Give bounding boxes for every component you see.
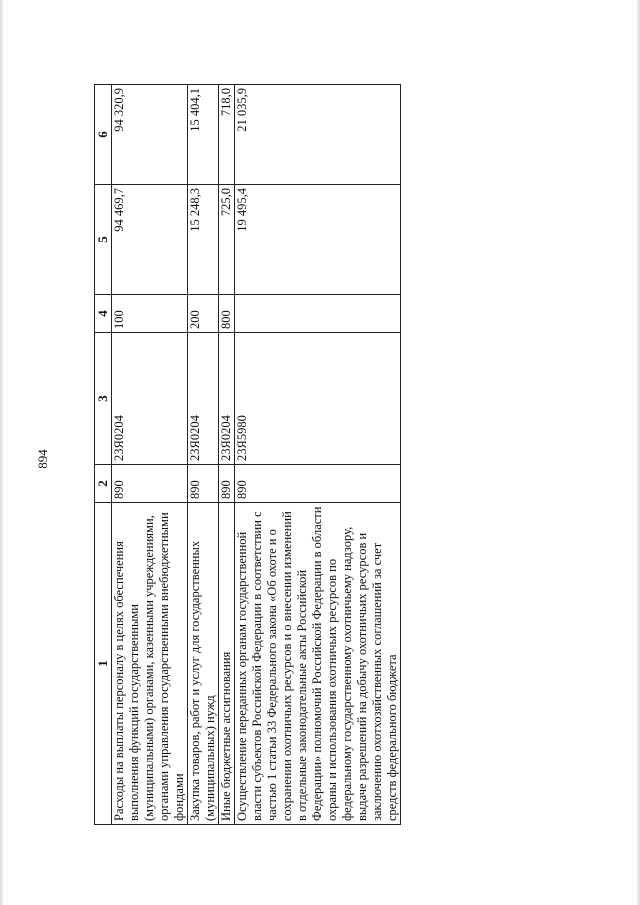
row-name: Иные бюджетные ассигнования [219, 503, 235, 825]
row-code-target: 23Я0204 [112, 333, 188, 465]
row-code-type [235, 295, 401, 333]
row-code-type: 200 [188, 295, 219, 333]
row-code-type: 100 [112, 295, 188, 333]
row-value-5: 19 495,4 [235, 185, 401, 295]
row-value-6: 15 404,1 [188, 85, 219, 185]
row-code-ministry: 890 [219, 465, 235, 503]
row-name: Расходы на выплаты персоналу в целях обеспечения выполнения функций государственными (муниципальными) органами, казенными учреждениями, органами управления государственными внебюджетными фондами [112, 503, 188, 825]
row-name: Закупка товаров, работ и услуг для государственных (муниципальных) нужд [188, 503, 219, 825]
row-value-5: 725,0 [219, 185, 235, 295]
table-row [112, 85, 188, 825]
col-header-1: 1 [95, 503, 112, 825]
table-row [219, 85, 235, 825]
row-code-target: 23Я0204 [188, 333, 219, 465]
row-name: Осуществление переданных органам государственной власти субъектов Российской Федерации в соответствии с частью 1 статьи 33 Федерального закона «Об охоте и о сохранении охотничьих ресурсов и о внесении изменений в отдельные законодательные акты Российской Федерации» полномочий Российской Федерации в области охраны и использования охотничьих ресурсов по федеральному государственному охотничьему надзору, выдаче разрешений на добычу охотничьих ресурсов и заключению охотхозяйственных соглашений за счет средств федерального бюджета [235, 503, 401, 825]
table-row [188, 85, 219, 825]
col-header-3: 3 [95, 333, 112, 465]
rotated-table-wrapper [94, 85, 399, 825]
row-value-5: 94 469,7 [112, 185, 188, 295]
row-value-6: 21 035,9 [235, 85, 401, 185]
header-row [95, 85, 112, 825]
row-code-ministry: 890 [235, 465, 401, 503]
scan-edge-right [636, 0, 640, 905]
budget-table [94, 84, 401, 825]
scan-edge-left [0, 0, 4, 905]
row-code-target: 23Я5980 [235, 333, 401, 465]
col-header-4: 4 [95, 295, 112, 333]
row-value-6: 94 320,9 [112, 85, 188, 185]
table-row [235, 85, 401, 825]
row-code-target: 23Я0204 [219, 333, 235, 465]
row-value-6: 718,0 [219, 85, 235, 185]
col-header-6: 6 [95, 85, 112, 185]
page-number: 894 [34, 449, 50, 469]
row-code-ministry: 890 [188, 465, 219, 503]
col-header-5: 5 [95, 185, 112, 295]
row-value-5: 15 248,3 [188, 185, 219, 295]
row-code-ministry: 890 [112, 465, 188, 503]
row-code-type: 800 [219, 295, 235, 333]
col-header-2: 2 [95, 465, 112, 503]
